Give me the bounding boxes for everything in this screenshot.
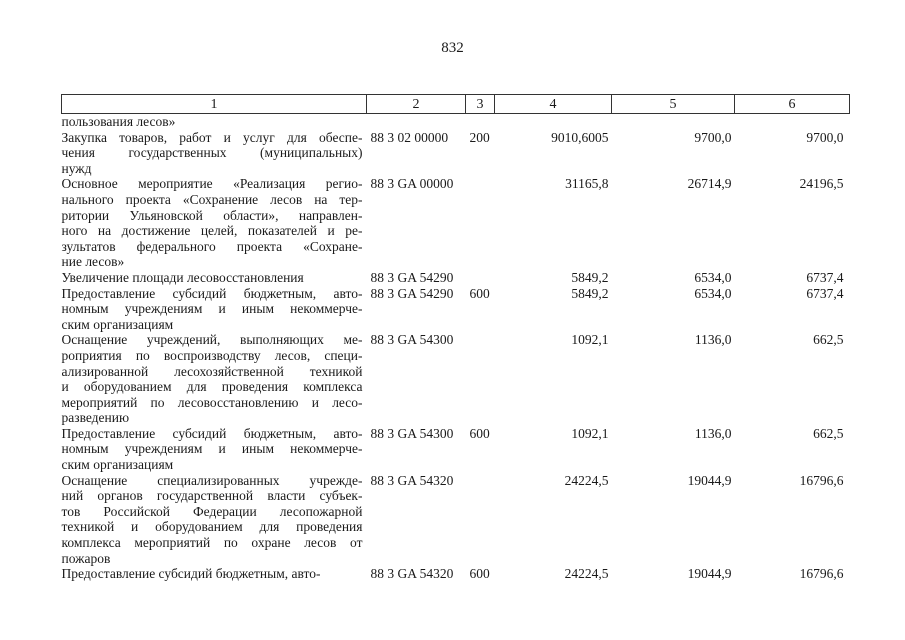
description-line: мероприятий по лесовосстановлению и лесо- <box>61 394 363 410</box>
budget-table <box>61 94 850 582</box>
description-line: тов Российской Федерации лесопожарной <box>61 503 363 519</box>
table-row <box>62 270 850 286</box>
description-line: номным учреждениям и иным некоммерче- <box>61 441 363 457</box>
description-line: Оснащение учреждений, выполняющих ме- <box>61 332 363 348</box>
row-target-code: 88 3 GA 54300 <box>370 425 454 441</box>
row-description <box>62 566 367 582</box>
row-expense-type: 600 <box>469 425 490 441</box>
row-expense-type: 600 <box>469 566 490 582</box>
row-expense-type <box>466 270 495 286</box>
description-line: ским организациям <box>61 316 174 332</box>
description-line: комплекса мероприятий по охране лесов от <box>61 535 363 551</box>
row-value-col5: 1136,0 <box>694 425 732 441</box>
table-row <box>62 332 850 426</box>
description-line: Предоставление субсидий бюджетным, авто- <box>61 425 363 441</box>
row-value-col6: 16796,6 <box>799 566 844 582</box>
row-value-col5: 26714,9 <box>687 176 732 192</box>
table-row <box>62 473 850 567</box>
row-description <box>62 130 367 177</box>
description-line: нального проекта «Сохранение лесов на тер- <box>61 191 363 207</box>
description-line: Закупка товаров, работ и услуг для обеспе- <box>61 129 363 145</box>
row-value-col6: 662,5 <box>813 332 844 348</box>
description-line: пользования лесов» <box>61 114 176 129</box>
row-value-col4: 9010,6005 <box>551 129 609 145</box>
row-value-col4: 1092,1 <box>571 332 609 348</box>
row-value-col4 <box>495 114 612 130</box>
row-target-code: 88 3 GA 54300 <box>370 332 454 348</box>
row-value-col4: 1092,1 <box>571 425 609 441</box>
description-line: Предоставление субсидий бюджетным, авто- <box>61 566 321 582</box>
description-line: разведению <box>61 410 130 426</box>
row-description <box>62 270 367 286</box>
row-value-col4: 31165,8 <box>565 176 609 192</box>
header-col-5: 5 <box>612 95 735 114</box>
header-col-2: 2 <box>367 95 466 114</box>
row-target-code: 88 3 GA 54320 <box>370 566 454 582</box>
row-value-col6: 24196,5 <box>799 176 844 192</box>
row-value-col6: 9700,0 <box>806 129 844 145</box>
row-description <box>62 114 367 130</box>
row-target-code <box>367 114 466 130</box>
row-value-col4: 5849,2 <box>571 269 609 285</box>
description-line: ний органов государственной власти субъек- <box>61 488 363 504</box>
table-body <box>62 114 850 582</box>
row-expense-type: 200 <box>469 129 490 145</box>
description-line: ние лесов» <box>61 254 125 270</box>
description-line: номным учреждениям и иным некоммерче- <box>61 301 363 317</box>
row-value-col4: 5849,2 <box>571 285 609 301</box>
description-line: ализированной лесохозяйственной техникой <box>61 363 363 379</box>
row-expense-type <box>466 176 495 270</box>
description-line: и оборудованием для проведения комплекса <box>61 379 363 395</box>
row-value-col5: 19044,9 <box>687 472 732 488</box>
row-value-col5: 9700,0 <box>694 129 732 145</box>
table-row <box>62 130 850 177</box>
row-target-code: 88 3 02 00000 <box>370 129 449 145</box>
description-line: пожаров <box>61 550 111 566</box>
table-row <box>62 426 850 473</box>
description-line: Увеличение площади лесовосстановления <box>61 269 304 285</box>
row-expense-type: 600 <box>469 285 490 301</box>
row-expense-type <box>466 473 495 567</box>
description-line: Предоставление субсидий бюджетным, авто- <box>61 285 363 301</box>
table-header <box>62 95 850 114</box>
description-line: чения государственных (муниципальных) <box>61 145 363 161</box>
header-col-4: 4 <box>495 95 612 114</box>
row-value-col6: 6737,4 <box>806 285 844 301</box>
row-description <box>62 473 367 567</box>
table-row <box>62 114 850 130</box>
description-line: Основное мероприятие «Реализация регио- <box>61 176 363 192</box>
description-line: Оснащение специализированных учрежде- <box>61 472 363 488</box>
description-line: нужд <box>61 160 92 176</box>
row-target-code: 88 3 GA 54320 <box>370 472 454 488</box>
row-description <box>62 426 367 473</box>
row-value-col6: 662,5 <box>813 425 844 441</box>
row-value-col5 <box>612 114 735 130</box>
row-value-col6 <box>735 114 850 130</box>
header-row <box>62 95 850 114</box>
row-value-col5: 6534,0 <box>694 269 732 285</box>
description-line: зультатов федерального проекта «Сохране- <box>61 238 363 254</box>
row-description <box>62 176 367 270</box>
header-col-3: 3 <box>466 95 495 114</box>
row-value-col6: 16796,6 <box>799 472 844 488</box>
row-value-col6: 6737,4 <box>806 269 844 285</box>
description-line: ским организациям <box>61 457 174 473</box>
budget-table-container <box>61 94 849 582</box>
row-expense-type <box>466 332 495 426</box>
row-value-col5: 19044,9 <box>687 566 732 582</box>
row-value-col5: 6534,0 <box>694 285 732 301</box>
row-target-code: 88 3 GA 54290 <box>370 269 454 285</box>
row-value-col4: 24224,5 <box>564 472 609 488</box>
table-row <box>62 176 850 270</box>
description-line: ритории Ульяновской области», направлен- <box>61 207 363 223</box>
row-description <box>62 286 367 333</box>
page-number: 832 <box>441 40 464 56</box>
description-line: роприятия по воспроизводству лесов, специ- <box>61 347 363 363</box>
row-target-code: 88 3 GA 00000 <box>370 176 454 192</box>
row-value-col5: 1136,0 <box>694 332 732 348</box>
description-line: техникой и оборудованием для проведения <box>61 519 363 535</box>
table-row <box>62 286 850 333</box>
row-target-code: 88 3 GA 54290 <box>370 285 454 301</box>
row-description <box>62 332 367 426</box>
header-col-6: 6 <box>735 95 850 114</box>
header-col-1: 1 <box>62 95 367 114</box>
row-expense-type <box>466 114 495 130</box>
table-row <box>62 566 850 582</box>
row-value-col4: 24224,5 <box>564 566 609 582</box>
description-line: ного на достижение целей, показателей и ре- <box>61 223 363 239</box>
